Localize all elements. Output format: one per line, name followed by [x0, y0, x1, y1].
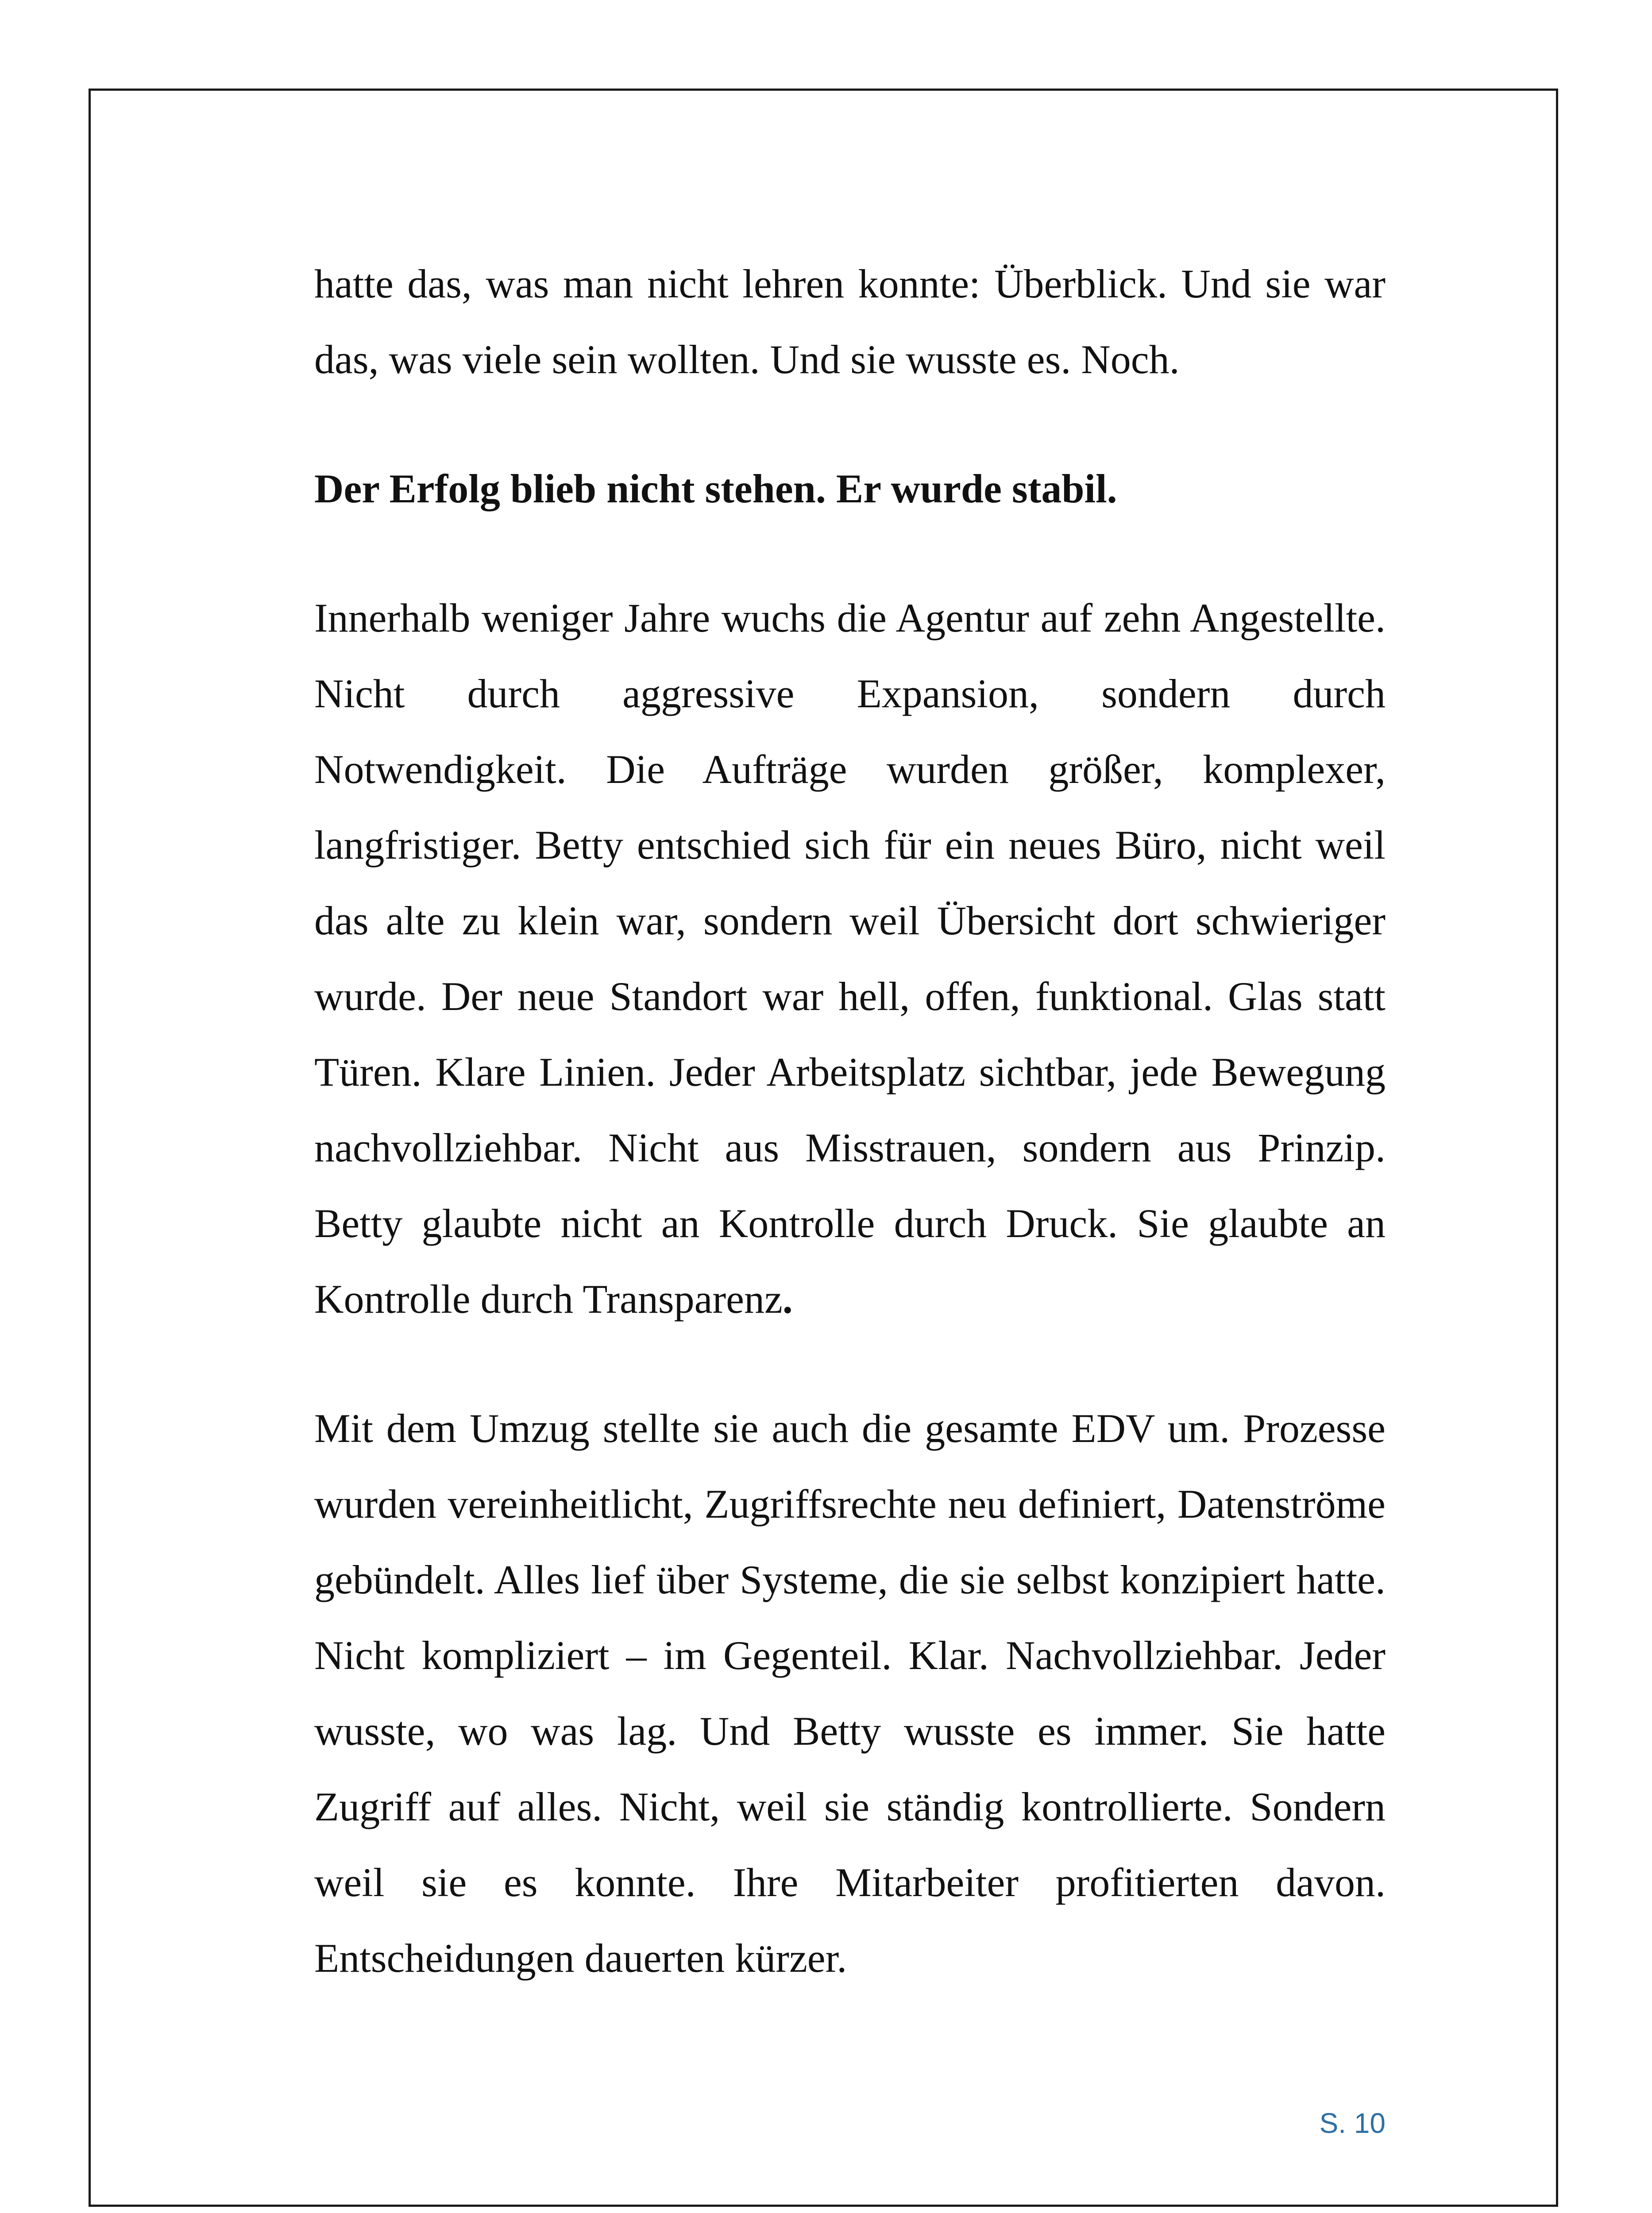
paragraph-edv: Mit dem Umzug stellte sie auch die gesamte EDV um. Prozesse wurden vereinheitlicht, Zugriffsrechte neu definiert, Datenströme gebündelt. Alles lief über Systeme, die sie selbst konzipiert hatte. Nicht kompliziert – im Gegenteil. Klar. Nachvollziehbar. Jeder wusste, wo was lag. Und Betty wusste es immer. Sie hatte Zugriff auf alles. Nicht, weil sie ständig kontrollierte. Sondern weil sie es konnte. Ihre Mitarbeiter profitierten davon. Entscheidungen dauerten kürzer. — [314, 1406, 1386, 1981]
document-body — [314, 246, 1386, 1996]
paragraph-agency-growth-period: . — [782, 1276, 793, 1322]
page-number: S. 10 — [1319, 2107, 1386, 2139]
paragraph-intro: hatte das, was man nicht lehren konnte: Überblick. Und sie war das, was viele sein wollten. Und sie wusste es. Noch. — [314, 261, 1386, 382]
paragraph-agency-growth — [314, 580, 1386, 1337]
section-heading: Der Erfolg blieb nicht stehen. Er wurde stabil. — [314, 466, 1117, 511]
paragraph-agency-growth-text: Innerhalb weniger Jahre wuchs die Agentur auf zehn Angestellte. Nicht durch aggressive Expansion, sondern durch Notwendigkeit. Die Aufträge wurden größer, komplexer, langfristiger. Betty entschied sich für ein neues Büro, nicht weil das alte zu klein war, sondern weil Übersicht dort schwieriger wurde. Der neue Standort war hell, offen, funktional. Glas statt Türen. Klare Linien. Jeder Arbeitsplatz sichtbar, jede Bewegung nachvollziehbar. Nicht aus Misstrauen, sondern aus Prinzip. Betty glaubte nicht an Kontrolle durch Druck. Sie glaubte an Kontrolle durch Transparenz — [314, 595, 1386, 1322]
